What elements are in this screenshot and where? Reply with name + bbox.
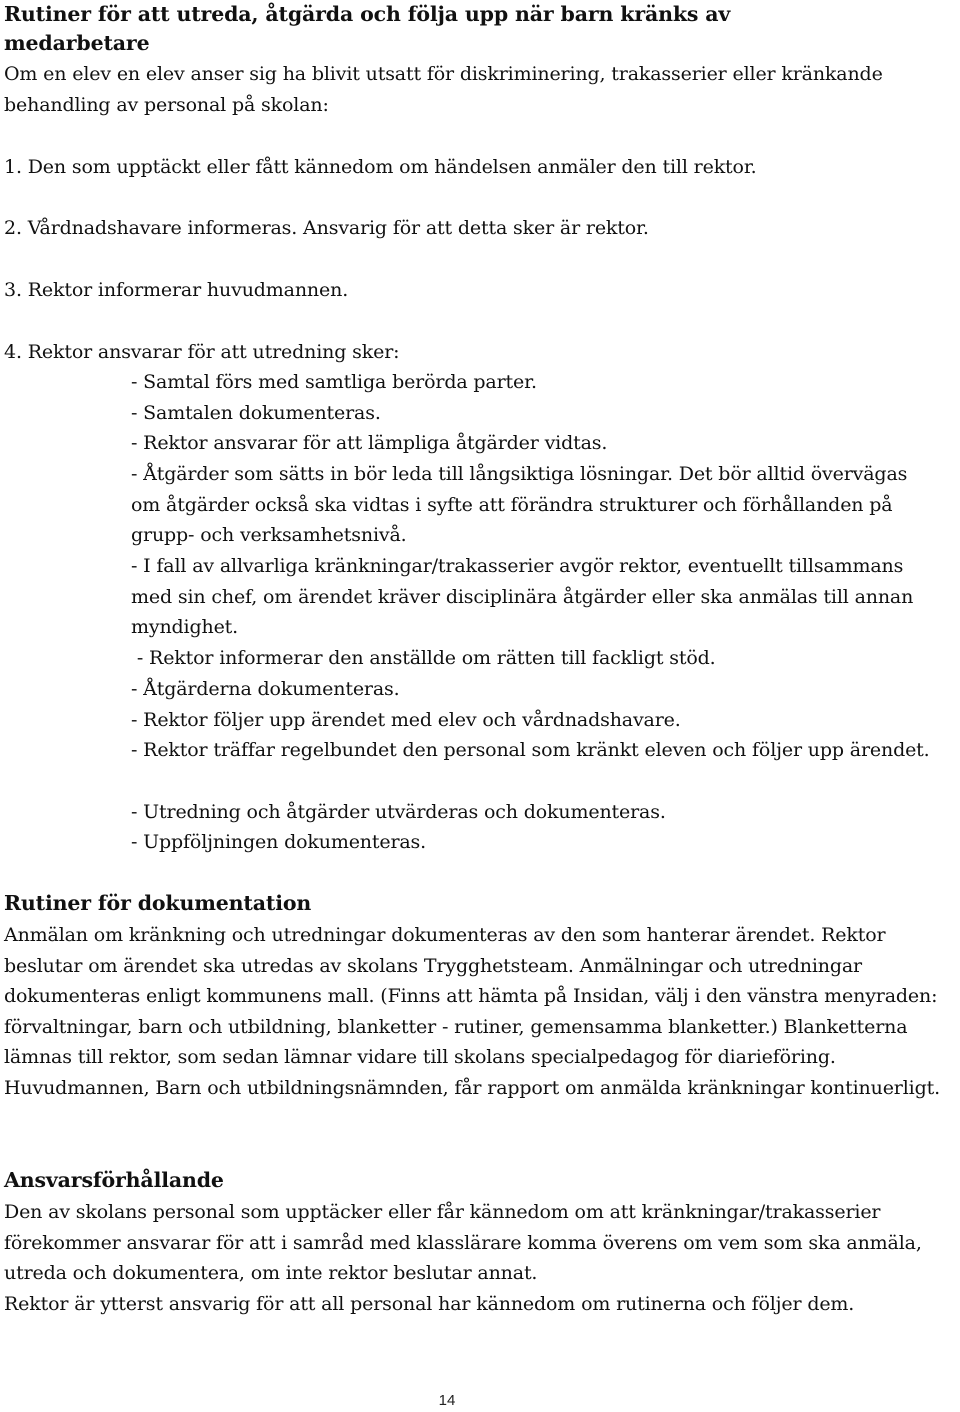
responsibility-paragraph: Den av skolans personal som upptäcker eller får kännedom om att kränkningar/trakasserier förekommer ansvarar för att i samråd med klasslärare komma överens om vem som ska anmäla, utreda och dokumentera, om inte rektor beslutar annat. <box>4 1201 922 1285</box>
substep-7: - Åtgärderna dokumenteras. <box>131 678 400 700</box>
substep-2: - Samtalen dokumenteras. <box>131 402 381 424</box>
intro-paragraph: Om en elev en elev anser sig ha blivit utsatt för diskriminering, trakasserier eller kränkande behandling av personal på skolan: <box>4 63 883 116</box>
documentation-paragraph: Anmälan om kränkning och utredningar dokumenteras av den som hanterar ärendet. Rektor beslutar om ärendet ska utredas av skolans Trygghetsteam. Anmälningar och utredningar dokumenteras enligt kommunens mall. (Finns att hämta på Insidan, välj i den vänstra menyraden: förvaltningar, barn och utbildning, blanketter - rutiner, gemensamma blanketter.) Blanketterna lämnas till rektor, som sedan lämnar vidare till skolans specialpedagog för diarieföring. Huvudmannen, Barn och utbildningsnämnden, får rapport om anmälda kränkningar kontinuerligt. <box>4 924 940 1099</box>
substep-1: - Samtal förs med samtliga berörda parter. <box>131 371 537 393</box>
substep-10: - Utredning och åtgärder utvärderas och dokumenteras. <box>131 801 666 823</box>
substep-9: - Rektor träffar regelbundet den personal som kränkt eleven och följer upp ärendet. <box>131 739 930 761</box>
substep-5: - I fall av allvarliga kränkningar/trakasserier avgör rektor, eventuellt tillsammans med sin chef, om ärendet kräver disciplinära åtgärder eller ska anmälas till annan myndighet. <box>131 555 914 639</box>
substep-4: - Åtgärder som sätts in bör leda till långsiktiga lösningar. Det bör alltid övervägas om åtgärder också ska vidtas i syfte att förändra strukturer och förhållanden på grupp- och verksamhetsnivå. <box>131 463 908 547</box>
section-heading-responsibility: Ansvarsförhållande <box>4 1168 224 1192</box>
step-1: 1. Den som upptäckt eller fått kännedom om händelsen anmäler den till rektor. <box>4 156 757 178</box>
substep-11: - Uppföljningen dokumenteras. <box>131 831 427 853</box>
page-number: 14 <box>438 1392 456 1409</box>
step-2: 2. Vårdnadshavare informeras. Ansvarig för att detta sker är rektor. <box>4 217 649 239</box>
section-heading-documentation: Rutiner för dokumentation <box>4 891 312 915</box>
substep-3: - Rektor ansvarar för att lämpliga åtgärder vidtas. <box>131 432 608 454</box>
substep-6: - Rektor informerar den anställde om rätten till fackligt stöd. <box>131 647 716 669</box>
section-heading-investigation: Rutiner för att utreda, åtgärda och följa upp när barn kränks av medarbetare <box>4 2 731 55</box>
substep-8: - Rektor följer upp ärendet med elev och vårdnadshavare. <box>131 709 681 731</box>
step-3: 3. Rektor informerar huvudmannen. <box>4 279 349 301</box>
step-4: 4. Rektor ansvarar för att utredning sker: <box>4 341 400 363</box>
responsibility-final-line: Rektor är ytterst ansvarig för att all personal har kännedom om rutinerna och följer dem. <box>4 1293 855 1315</box>
